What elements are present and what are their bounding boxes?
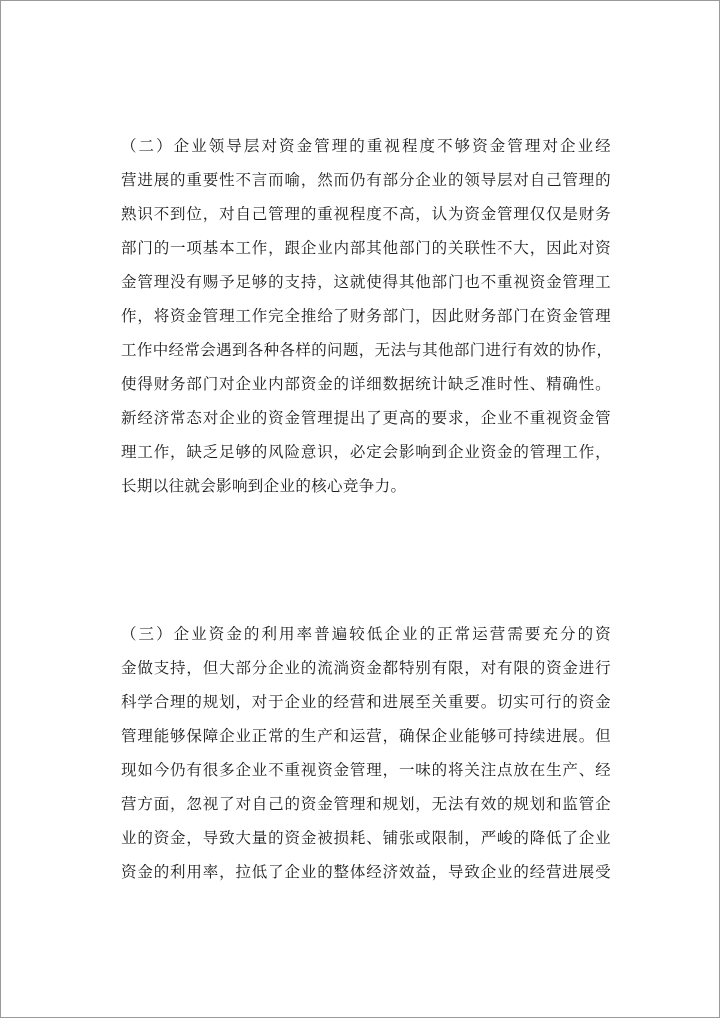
text-line: 业的资金，导致大量的资金被损耗、铺张或限制，严峻的降低了企业 <box>121 829 611 847</box>
text-line: 营方面，忽视了对自己的资金管理和规划，无法有效的规划和监管企 <box>121 795 611 813</box>
text-line: 管理能够保障企业正常的生产和运营，确保企业能够可持续进展。但 <box>121 727 611 745</box>
text-line: 新经济常态对企业的资金管理提出了更高的要求，企业不重视资金管 <box>121 409 611 427</box>
text-line: 科学合理的规划，对于企业的经营和进展至关重要。切实可行的资金 <box>121 693 611 711</box>
text-line: 金做支持，但大部分企业的流淌资金都特别有限，对有限的资金进行 <box>121 659 611 677</box>
paragraph-section-two <box>121 129 611 503</box>
text-line: 熟识不到位，对自己管理的重视程度不高，认为资金管理仅仅是财务 <box>121 205 611 223</box>
text-line: 部门的一项基本工作，跟企业内部其他部门的关联性不大，因此对资 <box>121 239 611 257</box>
text-line: （三）企业资金的利用率普遍较低企业的正常运营需要充分的资 <box>121 625 611 643</box>
text-line: 长期以往就会影响到企业的核心竞争力。 <box>121 477 407 495</box>
text-line: 营进展的重要性不言而喻，然而仍有部分企业的领导层对自己管理的 <box>121 171 611 189</box>
text-line: 工作中经常会遇到各种各样的问题，无法与其他部门进行有效的协作， <box>121 341 613 359</box>
paragraph-section-three <box>121 617 611 889</box>
text-line: （二）企业领导层对资金管理的重视程度不够资金管理对企业经 <box>121 137 611 155</box>
text-line: 理工作，缺乏足够的风险意识，必定会影响到企业资金的管理工作， <box>121 443 611 461</box>
text-line: 作，将资金管理工作完全推给了财务部门，因此财务部门在资金管理 <box>121 307 611 325</box>
text-line: 资金的利用率，拉低了企业的整体经济效益，导致企业的经营进展受 <box>121 863 611 881</box>
text-line: 使得财务部门对企业内部资金的详细数据统计缺乏准时性、精确性。 <box>121 375 611 393</box>
text-line: 现如今仍有很多企业不重视资金管理，一味的将关注点放在生产、经 <box>121 761 611 779</box>
text-line: 金管理没有赐予足够的支持，这就使得其他部门也不重视资金管理工 <box>121 273 611 291</box>
